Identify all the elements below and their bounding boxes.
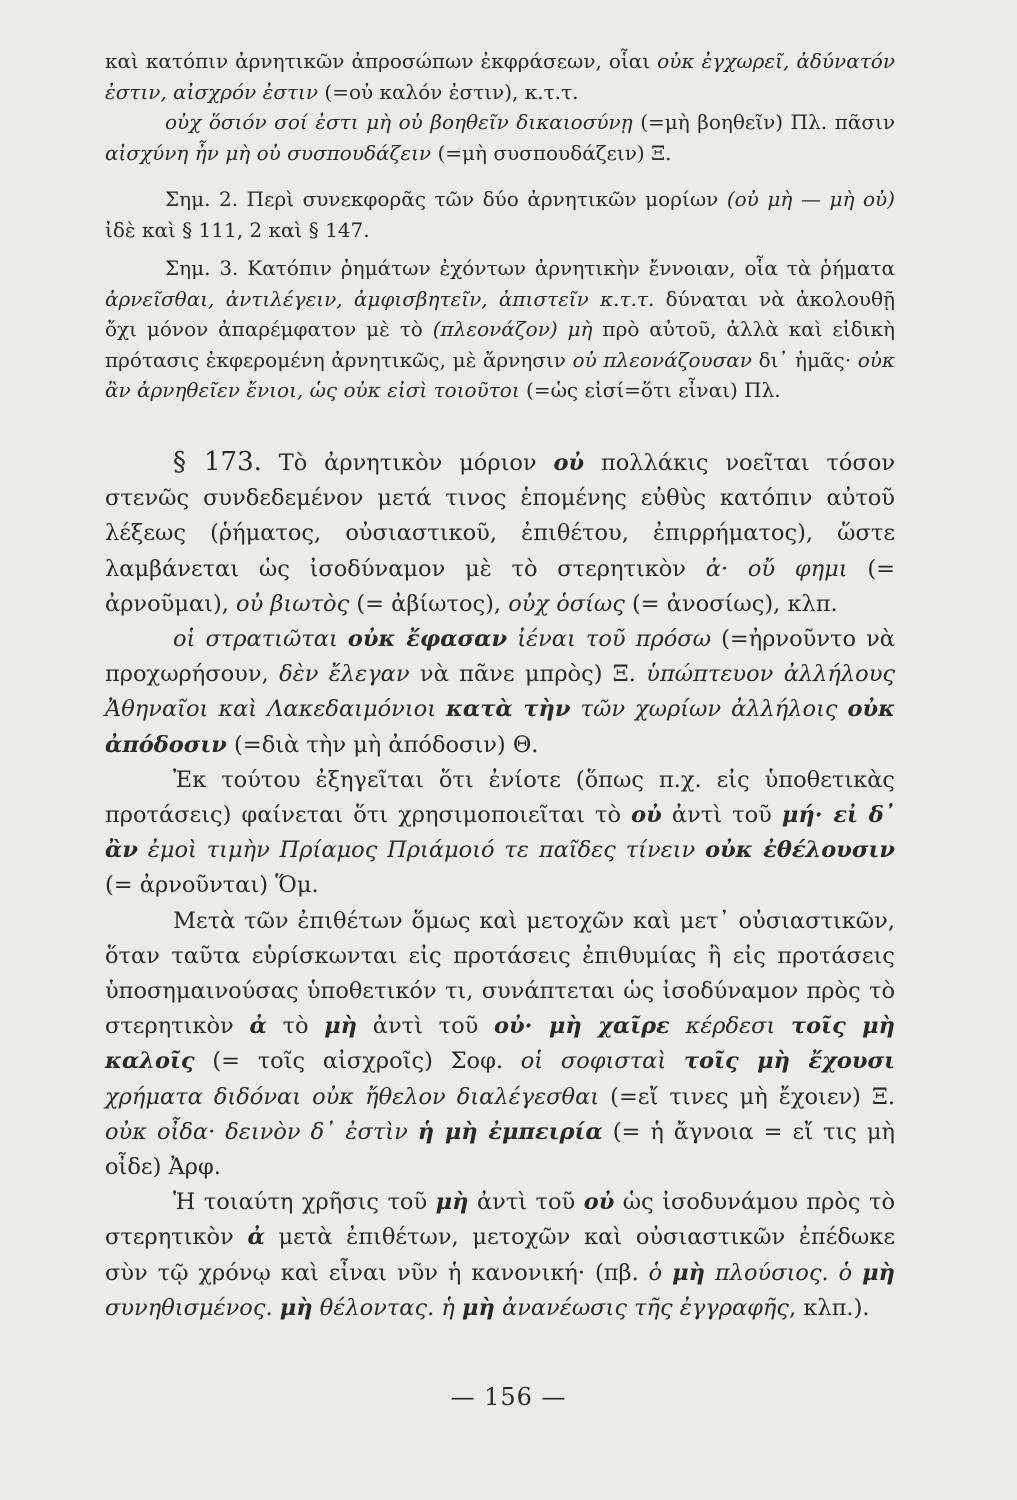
italic-segment: κέρδεσι <box>669 1013 792 1040</box>
italic-segment: (πλεονάζον) μὴ <box>432 317 593 341</box>
bold-italic-segment: οὐ <box>553 450 585 476</box>
text-segment: Σημ. 3. Κατόπιν ῥημάτων ἐχόντων ἀρνητικὴν ἔννοιαν, οἷα τὰ ῥήματα <box>165 256 895 280</box>
italic-segment: οὐ πλεονάζουσαν <box>572 347 752 372</box>
italic-segment: ὑπώπτευον ἀλλήλους Ἀθηναῖοι καὶ Λακεδαιμόνιοι <box>105 661 895 723</box>
note-2-text <box>105 184 895 245</box>
bold-italic-segment: ἀ <box>249 1013 267 1040</box>
italic-segment: οὐχ ὅσιόν σοί ἐστι μὴ οὐ βοηθεῖν δικαιοσύνῃ <box>165 110 633 134</box>
text-segment: (=διὰ τὴν μὴ ἀπόδοσιν) Θ. <box>226 731 539 758</box>
bold-italic-segment: ἡ μὴ ἐμπειρία <box>417 1118 603 1145</box>
italic-segment: δὲν ἔλεγαν <box>279 661 410 688</box>
text-segment: Ἐκ τούτου ἐξηγεῖται ὅτι ἐνίοτε (ὅπως π.χ. εἰς ὑποθετικὰς προτάσεις) φαίνεται ὅτι χρησιμοποιεῖται τὸ <box>105 766 895 829</box>
text-segment: (= ἀρνοῦμαι), <box>105 555 895 617</box>
italic-segment: οὐχ ὁσίως <box>508 590 625 617</box>
bold-italic-segment: μὴ <box>279 1294 313 1321</box>
text-segment: (= ἀρνοῦνται) Ὅμ. <box>105 872 319 899</box>
italic-segment: ἀ· οὔ φημι <box>705 555 848 582</box>
bold-italic-segment: οὐ· μὴ χαῖρε <box>494 1013 670 1040</box>
paragraph-continuation <box>105 46 895 107</box>
italic-segment: πλούσιος. ὁ <box>705 1259 863 1286</box>
text-segment: Τὸ ἀρνητικὸν μόριον <box>261 450 554 476</box>
section-number: § 173. <box>173 447 262 477</box>
text-segment: ἀντὶ τοῦ <box>468 1189 584 1216</box>
italic-segment: οἱ στρατιῶται <box>173 626 348 653</box>
italic-segment: ἀρνεῖσθαι, ἀντιλέγειν, ἀμφισβητεῖν, ἀπιστεῖν κ.τ.τ. <box>105 286 655 311</box>
italic-segment: (οὐ μὴ — μὴ οὐ) <box>726 187 895 211</box>
text-segment: (=μὴ συσπουδάζειν) Ξ. <box>431 140 672 165</box>
italic-segment: θέλοντας. ἡ <box>312 1294 463 1321</box>
section-173 <box>105 445 895 1326</box>
bold-italic-segment: οὐκ ἀπόδοσιν <box>105 696 896 758</box>
section-173-usage <box>105 1185 895 1326</box>
italic-segment: αἰσχύνη ἦν μὴ οὐ συσπουδάζειν <box>105 140 432 165</box>
continuation-block <box>105 46 895 168</box>
bold-italic-segment: τοῖς μὴ καλοῖς <box>105 1013 895 1075</box>
bold-italic-segment: τοῖς μὴ ἔχουσι <box>683 1048 895 1075</box>
text-segment: νὰ πᾶνε μπρὸς) Ξ. <box>409 661 647 688</box>
italic-segment: οὐ βιωτὸς <box>236 590 350 617</box>
text-segment: (=μὴ βοηθεῖν) Πλ. πᾶσιν <box>632 110 895 134</box>
bold-italic-segment: κατὰ τὴν <box>446 696 571 723</box>
text-segment: (=ἠρνοῦντο νὰ προχωρήσουν, <box>105 626 895 688</box>
text-segment: Σημ. 2. Περὶ συνεκφορᾶς τῶν δύο ἀρνητικῶν μορίων <box>165 187 727 211</box>
text-segment: Μετὰ τῶν ἐπιθέτων ὅμως καὶ μετοχῶν καὶ μετ᾽ οὐσιαστικῶν, ὅταν ταῦτα εὑρίσκωνται εἰς προτάσεις ἐπιθυμίας ἢ εἰς προτάσεις ὑποσημαινούσας ὑποθετικόν τι, συνάπτεται ὡς ἰσοδύναμον πρὸς τὸ στερητικὸν <box>105 907 895 1040</box>
section-173-examples <box>105 622 895 763</box>
text-segment: ἀντὶ τοῦ <box>661 802 782 829</box>
text-segment: δύναται νὰ ἀκολουθῇ ὄχι μόνον ἀπαρέμφατον μὲ τὸ <box>105 286 895 341</box>
text-segment: τὸ <box>266 1013 325 1040</box>
page-number: — 156 — <box>450 1383 567 1411</box>
italic-segment: συνηθισμένος. <box>105 1294 280 1321</box>
italic-segment: τῶν χωρίων ἀλλήλοις <box>570 696 848 723</box>
text-segment: ὡς ἰσοδυνάμου πρὸς τὸ στερητικὸν <box>105 1189 895 1251</box>
bold-italic-segment: μὴ <box>862 1259 895 1286</box>
text-segment: ἀντὶ τοῦ <box>357 1013 495 1040</box>
text-segment: καὶ κατόπιν ἀρνητικῶν ἀπροσώπων ἐκφράσεων, οἷαι <box>105 49 658 73</box>
note-3-text <box>105 253 895 406</box>
note-3 <box>105 253 895 406</box>
text-segment: δι᾽ ἡμᾶς· <box>751 347 858 372</box>
text-segment: (= ἡ ἄγνοια = εἴ τις μὴ οἶδε) Ἀρφ. <box>105 1118 895 1181</box>
bold-italic-segment: μὴ <box>435 1189 469 1216</box>
bold-italic-segment: οὐκ ἔφασαν <box>347 626 508 653</box>
bold-italic-segment: οὐ <box>583 1189 615 1216</box>
italic-segment: οὐκ οἶδα· δεινὸν δ᾽ ἐστὶν <box>105 1118 418 1145</box>
section-173-adjectives <box>105 904 895 1186</box>
italic-segment: οἱ σοφισταὶ <box>520 1048 684 1075</box>
bold-italic-segment: οὐ <box>631 802 662 829</box>
italic-segment: ἐμοὶ τιμὴν Πρίαμος Πριάμοιό τε παῖδες τίνειν <box>137 837 706 864</box>
text-segment: , κλπ.). <box>789 1294 870 1321</box>
text-segment: πολλάκις νοεῖται τόσον στενῶς συνδεδεμένον μετά τινος ἑπομένης εὐθὺς κατόπιν αὐτοῦ λέξεως (ῥήματος, οὐσιαστικοῦ, ἐπιθέτου, ἐπιρρήματος), ὥστε λαμβάνεται ὡς ἰσοδύναμον μὲ τὸ στερητικὸν <box>105 450 895 582</box>
bold-italic-segment: μὴ <box>672 1259 705 1286</box>
section-173-text <box>105 445 895 622</box>
text-segment: (= τοῖς αἰσχροῖς) Σοφ. <box>194 1048 521 1075</box>
bold-italic-segment: ἀ <box>247 1224 265 1251</box>
note-2 <box>105 184 895 245</box>
italic-segment: ἀνανέωσις τῆς ἐγγραφῆς <box>494 1294 790 1321</box>
section-173-explanation <box>105 763 895 904</box>
text-segment: (= ἀνοσίως), κλπ. <box>624 590 838 617</box>
text-segment: πρὸ αὐτοῦ, ἀλλὰ καὶ εἰδικὴ πρότασις ἐκφερομένη ἀρνητικῶς, μὲ ἄρνησιν <box>105 317 895 372</box>
text-segment: (=ὡς εἰσί=ὅτι εἶναι) Πλ. <box>519 378 781 402</box>
italic-segment: ἰέναι τοῦ πρόσω <box>507 626 711 653</box>
italic-segment: οὐκ ἂν ἀρνηθεῖεν ἔνιοι, ὡς οὐκ εἰσὶ τοιοῦτοι <box>105 347 896 402</box>
text-segment: (=οὐ καλόν ἐστιν), κ.τ.τ. <box>318 79 579 104</box>
italic-segment: χρήματα διδόναι οὐκ ἤθελον διαλέγεσθαι <box>105 1083 600 1110</box>
bold-italic-segment: μὴ <box>324 1013 358 1040</box>
text-segment: Ἡ τοιαύτη χρῆσις τοῦ <box>173 1189 436 1216</box>
text-segment: (= ἀβίωτος), <box>349 590 509 617</box>
bold-italic-segment: μὴ <box>462 1294 495 1321</box>
italic-segment: ὁ <box>648 1259 673 1286</box>
text-segment: μετὰ ἐπιθέτων, μετοχῶν καὶ οὐσιαστικῶν ἐπέδωκε σὺν τῷ χρόνῳ καὶ εἶναι νῦν ἡ κανονική· (πβ. <box>105 1224 895 1286</box>
bold-italic-segment: μή· εἰ δ᾽ ἂν <box>105 802 895 864</box>
bold-italic-segment: οὐκ ἐθέλουσιν <box>705 837 895 864</box>
example-paragraph <box>105 107 895 168</box>
italic-segment: οὐκ ἐγχωρεῖ, ἀδύνατόν ἐστιν, αἰσχρόν ἐστιν <box>105 49 895 104</box>
text-segment: (=εἴ τινες μὴ ἔχοιεν) Ξ. <box>599 1083 895 1110</box>
text-segment: ἰδὲ καὶ § 111, 2 καὶ § 147. <box>105 217 370 242</box>
